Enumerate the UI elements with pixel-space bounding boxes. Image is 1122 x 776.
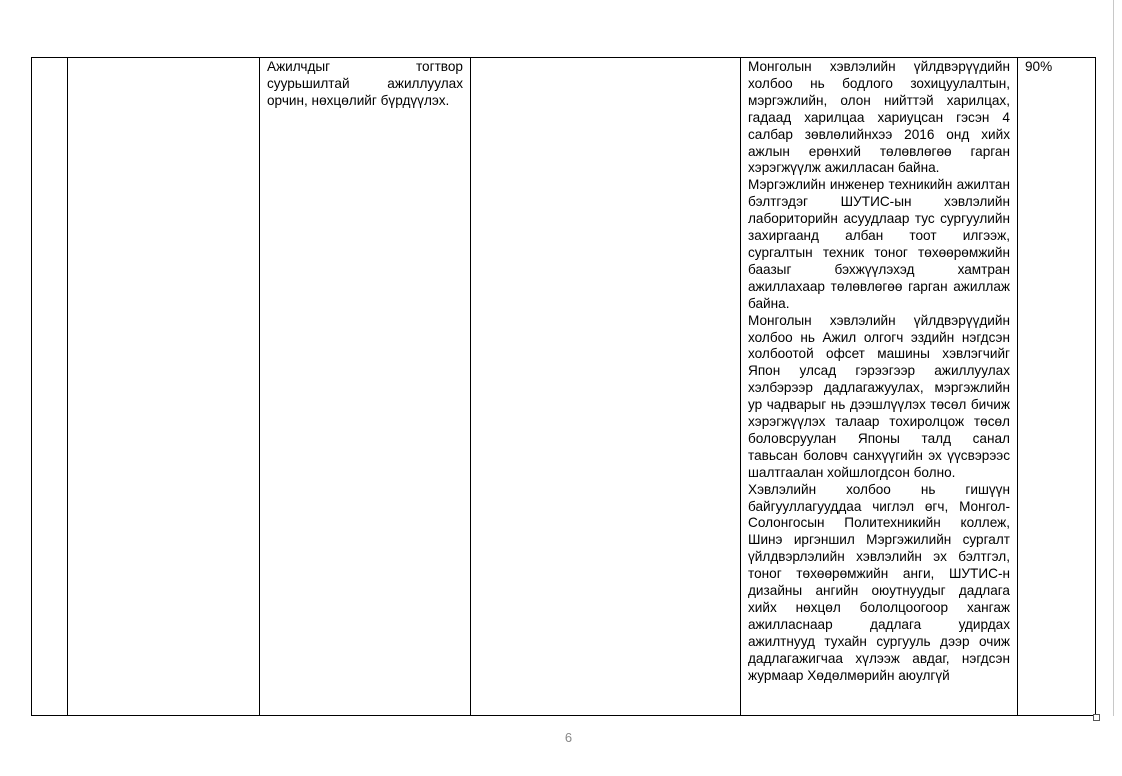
implementation-paragraph: Хэвлэлийн холбоо нь гишүүн байгууллагууддаа чиглэл өгч, Монгол-Солонгосын Политехникийн коллеж, Шинэ иргэншил Мэргэжилийн сургалт үйлдвэрлэлийн хэвлэлийн эх бэлтгэл, тоног төхөөрөмжийн анги, ШУТИС-н дизайны ангийн оюутнуудыг дадлага хийх нөхцөл бололцоогоор хангаж ажилласнаар дадлага удирдах ажилтнууд тухайн сургууль дээр очиж дадлагажигчаа хүлээж авдаг, нэгдсэн журмаар Хөдөлмөрийн аюулгүй <box>748 481 1010 683</box>
cell-number[interactable] <box>32 58 68 716</box>
table-resize-handle[interactable] <box>1093 714 1100 721</box>
table-row <box>32 58 1096 716</box>
cell-activity[interactable]: Ажилчдыг тогтвор суурьшилтай ажиллуулах орчин, нөхцөлийг бүрдүүлэх. <box>260 58 471 716</box>
page-number: 6 <box>564 730 573 745</box>
cell-objective[interactable] <box>68 58 260 716</box>
implementation-paragraph: Монголын хэвлэлийн үйлдвэрүүдийн холбоо нь Ажил олгогч эздийн нэгдсэн холбоотой офсет машины хэвлэгчийг Япон улсад гэрээгээр ажиллуулах хэлбэрээр дадлагажуулах, мэргэжлийн ур чадварыг нь дээшлүүлэх төсөл бичиж хэрэгжүүлэх талаар тохиролцож төсөл боловсруулан Японы талд санал тавьсан боловч санхүүгийн эх үүсвэрээс шалтгаалан хойшлогдсон болно. <box>748 312 1010 480</box>
cell-percentage[interactable]: 90% <box>1018 58 1096 716</box>
page-right-edge <box>1113 0 1114 716</box>
report-table <box>31 57 1096 716</box>
implementation-paragraph: Монголын хэвлэлийн үйлдвэрүүдийн холбоо нь бодлого зохицуулалтын, мэргэжлийн, олон нийттэй харилцах, гадаад харилцаа хариуцсан гэсэн 4 салбар зөвлөлийнхээ 2016 онд хийх ажлын ерөнхий төлөвлөгөө гарган хэрэгжүүлж ажилласан байна. <box>748 59 1010 176</box>
cell-implementation[interactable] <box>741 58 1018 716</box>
implementation-paragraph: Мэргэжлийн инженер техникийн ажилтан бэлтгэдэг ШУТИС-ын хэвлэлийн лабориторийн асуудлаар тус сургуулийн захиргаанд албан тоот илгээж, сургалтын техник тоног төхөөрөмжийн баазыг бэхжүүлэхэд хамтран ажиллахаар төлөвлөгөө гарган ажиллаж байна. <box>748 177 1010 311</box>
cell-deadline[interactable] <box>471 58 741 716</box>
